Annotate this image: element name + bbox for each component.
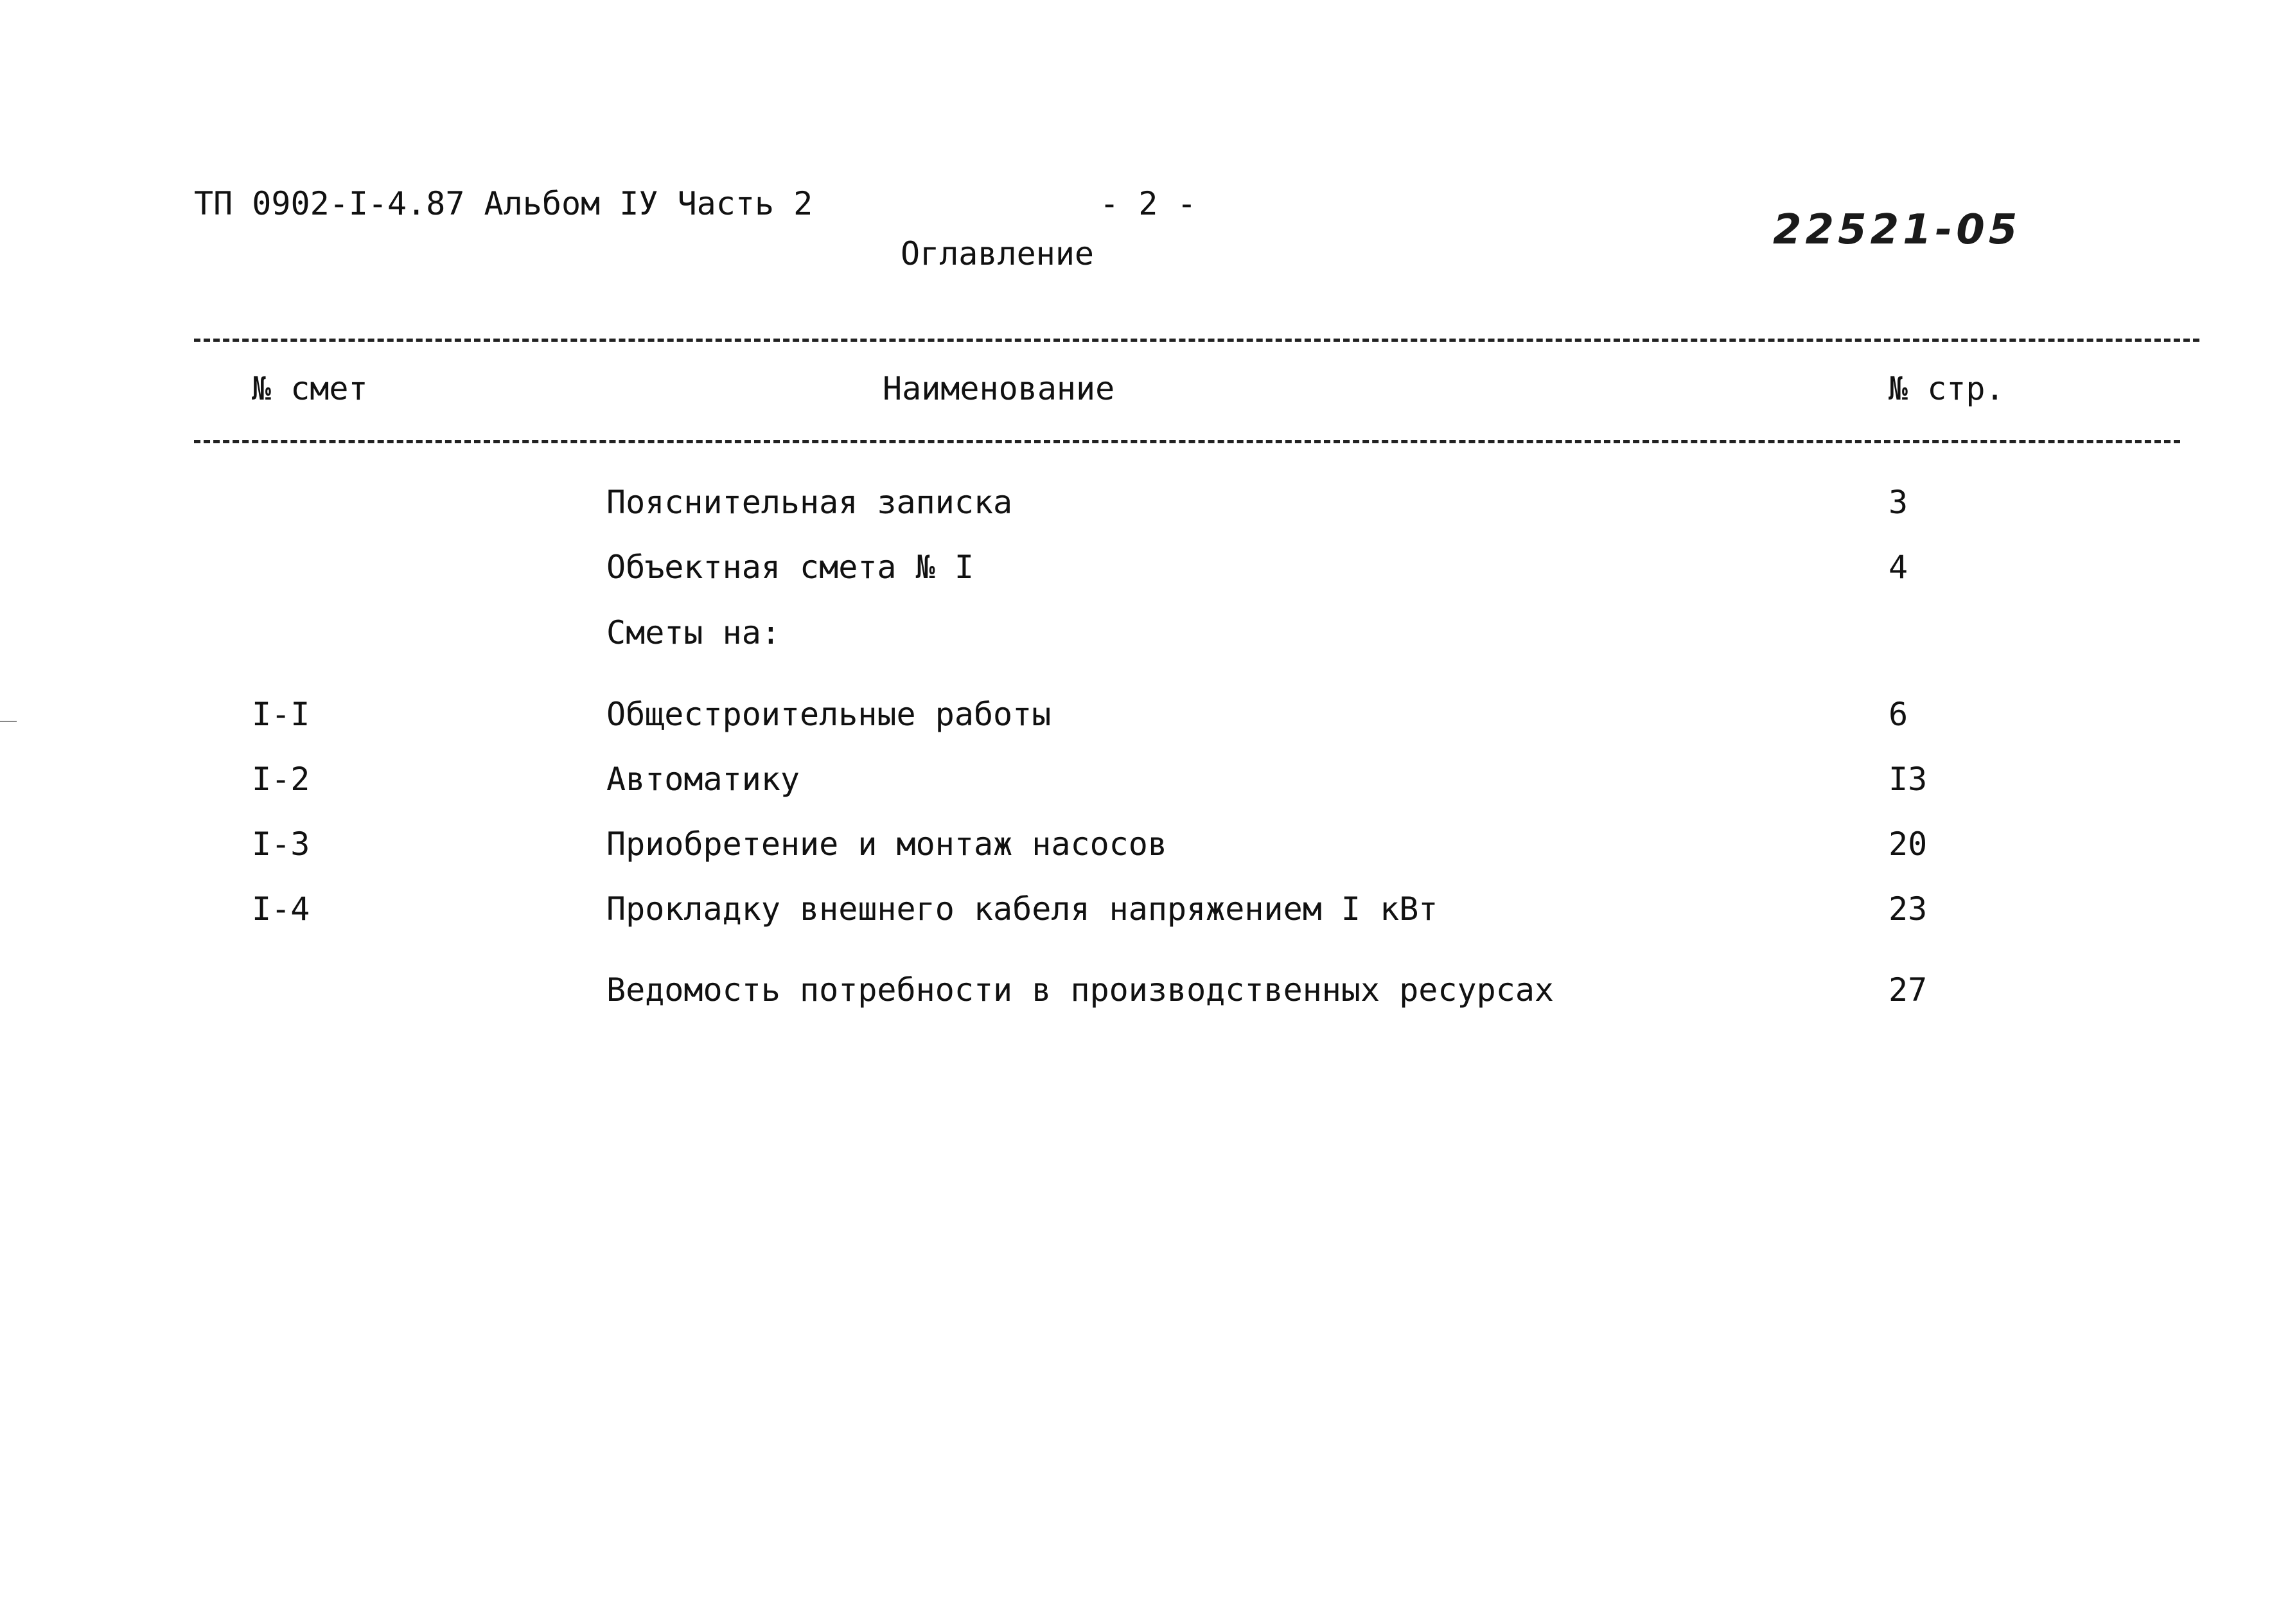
estimate-code: I-3 — [252, 825, 310, 863]
page-ref: 27 — [1889, 971, 1928, 1009]
toc-row — [0, 971, 2281, 1012]
toc-row — [0, 890, 2281, 931]
entry-name: Сметы на: — [606, 614, 780, 651]
toc-row — [0, 551, 2281, 590]
handwritten-code: 22521-05 — [1773, 206, 2021, 254]
page-ref: 4 — [1889, 549, 1908, 586]
header-divider — [194, 440, 2180, 443]
entry-name: Общестроительные работы — [606, 696, 1052, 733]
page-ref: 6 — [1889, 696, 1908, 733]
entry-name: Автоматику — [606, 761, 800, 798]
entry-name: Прокладку внешнего кабеля напряжением I кВт — [606, 890, 1438, 928]
toc-row — [0, 825, 2281, 867]
top-divider — [194, 339, 2199, 342]
page-title: Оглавление — [901, 235, 1095, 272]
entry-name: Пояснительная записка — [606, 484, 1013, 521]
page-ref: I3 — [1889, 761, 1928, 798]
page-ref: 20 — [1889, 825, 1928, 863]
entry-name: Объектная смета № I — [606, 549, 974, 586]
column-header-name: Наименование — [883, 370, 1115, 407]
estimate-code: I-2 — [252, 761, 310, 798]
estimate-code: I-I — [252, 696, 310, 733]
page-ref: 3 — [1889, 484, 1908, 521]
scan-edge-mark — [0, 721, 17, 722]
entry-name: Ведомость потребности в производственных ресурсах — [606, 971, 1554, 1009]
estimate-code: I-4 — [252, 890, 310, 928]
toc-row — [0, 763, 2281, 802]
toc-row — [0, 486, 2281, 525]
column-header-page: № стр. — [1889, 370, 2005, 407]
document-reference: ТП 0902-I-4.87 Альбом IУ Часть 2 — [194, 185, 813, 222]
toc-row — [0, 614, 2281, 655]
page-ref: 23 — [1889, 890, 1928, 928]
toc-row — [0, 698, 2281, 737]
page-number: - 2 - — [1100, 185, 1197, 222]
entry-name: Приобретение и монтаж насосов — [606, 825, 1167, 863]
column-header-code: № смет — [252, 370, 368, 407]
